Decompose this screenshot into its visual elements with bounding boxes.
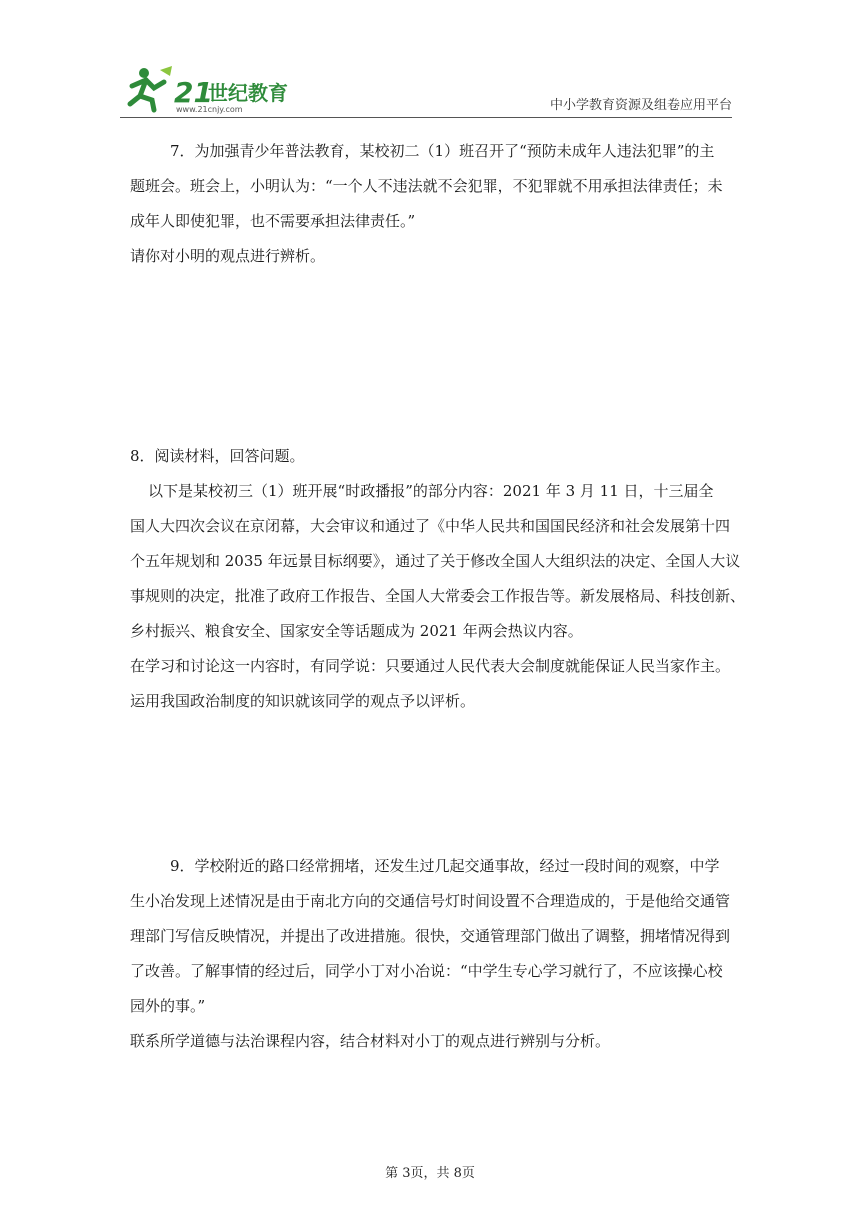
runner-icon xyxy=(130,66,172,110)
q8-line: 以下是某校初三（1）班开展“时政播报”的部分内容：2021 年 3 月 11 日，十三届全 xyxy=(148,482,714,500)
q8-line: 事规则的决定，批准了政府工作报告、全国人大常委会工作报告等。新发展格局、科技创新、 xyxy=(130,587,746,605)
q7-line: 题班会。班会上，小明认为：“一个人不违法就不会犯罪，不犯罪就不用承担法律责任；未 xyxy=(130,177,723,195)
question-7 xyxy=(130,134,730,274)
q9-line: 园外的事。” xyxy=(130,997,206,1015)
logo-text: 世纪教育 xyxy=(208,81,288,105)
question-9 xyxy=(130,849,730,1059)
q7-line: 7．为加强青少年普法教育，某校初二（1）班召开了“预防未成年人违法犯罪”的主 xyxy=(170,142,715,160)
q7-prompt: 请你对小明的观点进行辨析。 xyxy=(130,247,326,265)
q9-line: 理部门写信反映情况，并提出了改进措施。很快，交通管理部门做出了调整，拥堵情况得到 xyxy=(130,927,731,945)
logo-21cnjy xyxy=(124,62,294,114)
page-number: 第 3页，共 8页 xyxy=(385,1166,475,1181)
q9-line: 9．学校附近的路口经常拥堵，还发生过几起交通事故，经过一段时间的观察，中学 xyxy=(170,857,720,875)
q9-prompt: 联系所学道德与法治课程内容，结合材料对小丁的观点进行辨别与分析。 xyxy=(130,1032,611,1050)
q9-line: 生小冶发现上述情况是由于南北方向的交通信号灯时间设置不合理造成的，于是他给交通管 xyxy=(130,892,731,910)
header-divider xyxy=(120,117,732,118)
logo-mark: 21 xyxy=(174,76,213,109)
q9-line: 了改善。了解事情的经过后，同学小丁对小冶说：“中学生专心学习就行了，不应该操心校 xyxy=(130,962,723,980)
q8-prompt: 运用我国政治制度的知识就该同学的观点予以评析。 xyxy=(130,692,476,710)
question-8 xyxy=(130,439,746,719)
q8-line: 乡村振兴、粮食安全、国家安全等话题成为 2021 年两会热议内容。 xyxy=(130,622,583,640)
page-header xyxy=(120,62,732,118)
logo-url: www.21cnjy.com xyxy=(176,105,243,114)
q8-line: 国人大四次会议在京闭幕，大会审议和通过了《中华人民共和国国民经济和社会发展第十四 xyxy=(130,517,731,535)
q8-line: 在学习和讨论这一内容时，有同学说：只要通过人民代表大会制度就能保证人民当家作主。 xyxy=(130,657,731,675)
q8-title: 8．阅读材料，回答问题。 xyxy=(130,447,305,465)
q8-line: 个五年规划和 2035 年远景目标纲要》，通过了关于修改全国人大组织法的决定、全国人大议 xyxy=(130,552,741,570)
q7-line: 成年人即使犯罪，也不需要承担法律责任。” xyxy=(130,212,416,230)
platform-name: 中小学教育资源及组卷应用平台 xyxy=(549,98,732,113)
